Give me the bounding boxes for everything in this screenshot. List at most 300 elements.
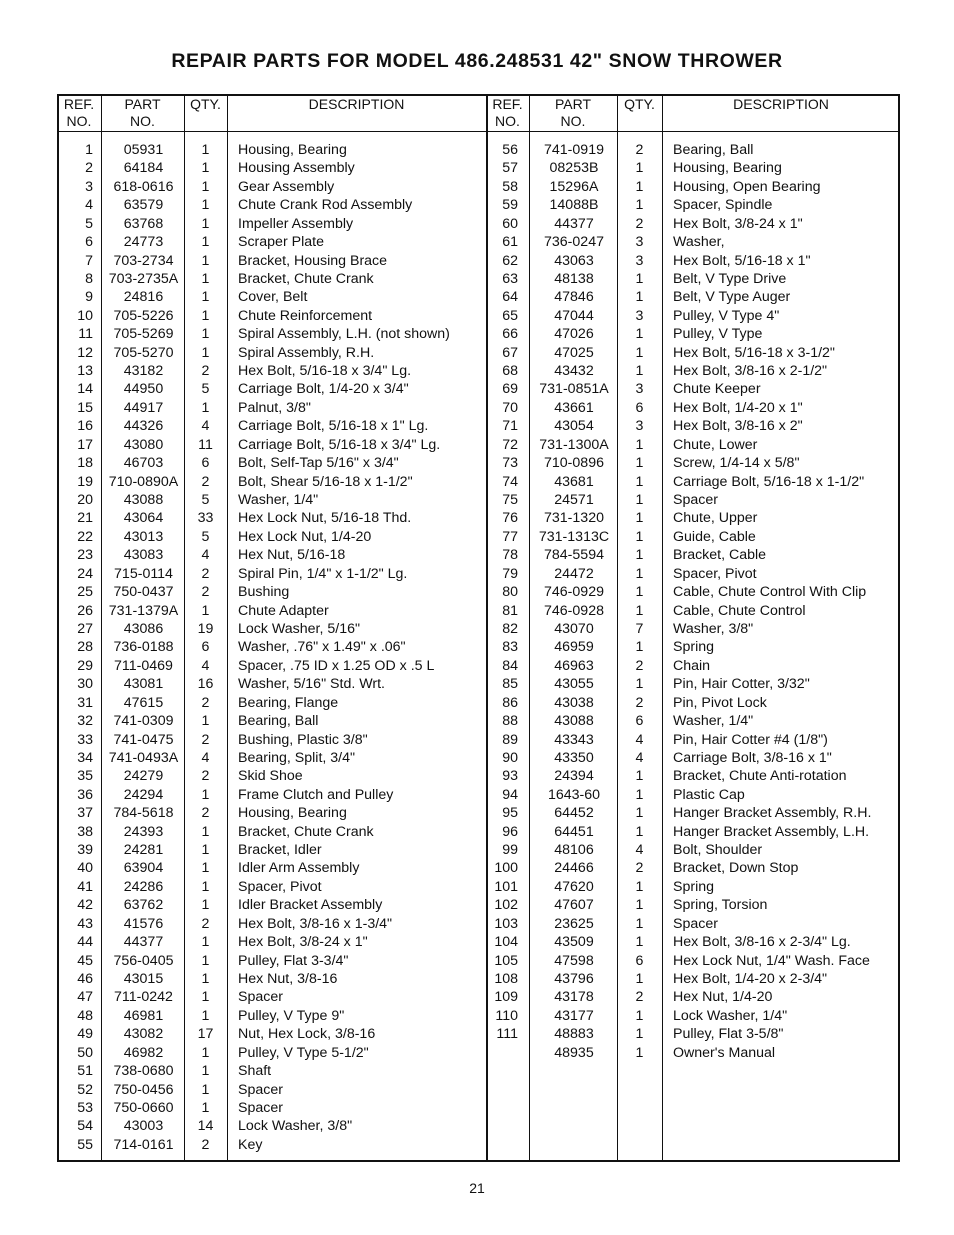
qty-cell: 2 <box>635 142 644 158</box>
ref-cell: 18 <box>77 455 93 472</box>
description-cell: Lock Washer, 3/8" <box>238 1118 353 1135</box>
part-number-cell: 43013 <box>123 528 164 545</box>
ref-cell: 3 <box>85 178 93 195</box>
part-number-cell: 47044 <box>554 307 594 324</box>
ref-cell: 35 <box>77 768 93 785</box>
description-cell: Idler Arm Assembly <box>238 860 360 877</box>
part-number-cell: 24472 <box>554 565 594 582</box>
description-cell: Pin, Hair Cotter #4 (1/8") <box>673 731 828 748</box>
ref-cell: 75 <box>502 492 518 509</box>
description-cell: Hex Lock Nut, 1/4-20 <box>238 528 372 545</box>
ref-cell: 32 <box>77 713 93 730</box>
part-number-cell: 43082 <box>123 1026 164 1043</box>
ref-cell: 85 <box>502 676 518 693</box>
part-number-cell: 43080 <box>123 436 164 453</box>
description-cell: Spacer, Spindle <box>673 197 773 214</box>
description-cell: Bracket, Down Stop <box>673 860 799 877</box>
description-cell: Spacer <box>238 989 283 1006</box>
ref-cell: 29 <box>77 657 93 674</box>
qty-cell: 1 <box>635 915 644 932</box>
qty-cell: 1 <box>635 934 644 951</box>
qty-cell: 1 <box>201 270 210 287</box>
qty-cell: 11 <box>198 436 213 453</box>
header-ref <box>57 96 101 130</box>
description-cell: Pulley, Flat 3-3/4" <box>238 952 349 969</box>
ref-cell: 42 <box>77 897 93 914</box>
ref-cell: 59 <box>502 197 518 214</box>
qty-cell: 2 <box>201 565 210 582</box>
part-number-cell: 43015 <box>123 970 164 987</box>
description-cell: Washer, 1/4" <box>238 492 319 509</box>
part-number-cell: 41576 <box>123 915 164 932</box>
ref-cell: 95 <box>502 805 518 822</box>
ref-cell: 56 <box>502 142 518 158</box>
part-number-cell: 48883 <box>554 1026 594 1043</box>
ref-cell: 17 <box>77 436 93 453</box>
description-cell: Bearing, Ball <box>238 713 319 730</box>
ref-cell: 44 <box>77 934 93 951</box>
qty-cell: 1 <box>635 823 644 840</box>
ref-cell: 21 <box>77 510 93 527</box>
description-cell: Housing Assembly <box>238 160 355 177</box>
qty-cell: 2 <box>201 584 210 601</box>
description-cell: Key <box>238 1136 263 1153</box>
ref-cell: 48 <box>77 1007 93 1024</box>
ref-cell: 77 <box>502 528 518 545</box>
description-cell: Spring <box>673 878 715 895</box>
part-number-cell: 43083 <box>123 547 164 564</box>
qty-cell: 1 <box>201 215 210 232</box>
qty-cell: 4 <box>635 731 644 748</box>
qty-cell: 2 <box>201 915 210 932</box>
description-cell: Hex Nut, 1/4-20 <box>673 989 773 1006</box>
qty-cell: 5 <box>201 381 210 398</box>
ref-cell: 88 <box>502 713 518 730</box>
part-number-cell: 08253B <box>549 160 599 177</box>
left-qty-column <box>184 141 227 1154</box>
qty-cell: 2 <box>201 1136 210 1153</box>
ref-cell: 93 <box>502 768 518 785</box>
ref-cell: 36 <box>77 786 93 803</box>
qty-cell: 19 <box>197 620 214 637</box>
part-number-cell: 43509 <box>554 934 594 951</box>
ref-cell: 86 <box>502 694 518 711</box>
ref-cell: 49 <box>77 1026 93 1043</box>
qty-cell: 1 <box>635 436 644 453</box>
part-number-cell: 715-0114 <box>114 565 173 582</box>
qty-cell: 1 <box>201 289 210 306</box>
qty-cell: 1 <box>635 602 644 619</box>
part-number-cell: 43088 <box>123 492 164 509</box>
ref-cell: 2 <box>85 160 93 177</box>
part-number-cell: 1643-60 <box>547 786 601 803</box>
qty-cell: 1 <box>201 602 210 619</box>
qty-cell: 1 <box>201 842 210 859</box>
qty-cell: 1 <box>635 970 644 987</box>
qty-cell: 3 <box>635 307 644 324</box>
description-cell: Bracket, Chute Crank <box>238 270 374 287</box>
part-number-cell: 46963 <box>554 657 594 674</box>
ref-cell: 102 <box>494 897 518 914</box>
ref-cell: 111 <box>496 1026 518 1043</box>
description-cell: Pulley, V Type 4" <box>673 307 780 324</box>
ref-cell: 10 <box>77 307 93 324</box>
description-cell: Bolt, Self-Tap 5/16" x 3/4" <box>238 455 399 472</box>
qty-cell: 6 <box>635 713 644 730</box>
description-cell: Pulley, Flat 3-5/8" <box>673 1026 784 1043</box>
description-cell: Hex Lock Nut, 1/4" Wash. Face <box>673 952 870 969</box>
qty-cell: 1 <box>635 178 644 195</box>
qty-cell: 1 <box>635 786 644 803</box>
ref-cell: 47 <box>77 989 93 1006</box>
part-number-cell: 731-1300A <box>539 436 609 453</box>
part-number-cell: 44950 <box>123 381 164 398</box>
left-ref-column <box>57 141 93 1154</box>
part-number-cell: 44377 <box>554 215 594 232</box>
qty-cell: 1 <box>635 1044 644 1061</box>
description-cell: Housing, Bearing <box>238 805 347 822</box>
part-number-cell: 731-1313C <box>538 528 610 545</box>
description-cell: Housing, Open Bearing <box>673 178 821 195</box>
qty-cell: 1 <box>635 197 644 214</box>
description-cell: Washer, <box>673 234 725 251</box>
ref-cell: 100 <box>494 860 518 877</box>
part-number-cell: 43661 <box>554 399 594 416</box>
qty-cell: 1 <box>201 989 210 1006</box>
part-number-cell: 703-2735A <box>108 270 179 287</box>
part-number-cell: 705-5226 <box>113 307 174 324</box>
part-number-cell: 48106 <box>554 842 594 859</box>
part-number-cell: 46982 <box>123 1044 164 1061</box>
description-cell: Hanger Bracket Assembly, L.H. <box>673 823 870 840</box>
part-number-cell: 46981 <box>123 1007 164 1024</box>
ref-cell: 15 <box>77 399 93 416</box>
ref-cell: 16 <box>77 418 93 435</box>
part-number-cell: 44326 <box>123 418 164 435</box>
ref-cell: 13 <box>77 363 93 380</box>
description-cell: Carriage Bolt, 3/8-16 x 1" <box>673 749 832 766</box>
part-number-cell: 63904 <box>123 860 164 877</box>
qty-cell: 1 <box>201 142 210 158</box>
ref-cell: 43 <box>77 915 93 932</box>
qty-cell: 1 <box>201 934 210 951</box>
qty-cell: 1 <box>635 676 644 693</box>
part-number-cell: 741-0475 <box>113 731 174 748</box>
ref-cell: 101 <box>494 878 518 895</box>
qty-cell: 4 <box>201 749 210 766</box>
description-cell: Washer, 5/16" Std. Wrt. <box>238 676 385 693</box>
ref-cell: 108 <box>494 970 518 987</box>
description-cell: Cover, Belt <box>238 289 308 306</box>
description-cell: Bolt, Shear 5/16-18 x 1-1/2" <box>238 473 413 490</box>
ref-cell: 104 <box>494 934 518 951</box>
qty-cell: 4 <box>201 657 210 674</box>
description-cell: Hex Nut, 5/16-18 <box>238 547 346 564</box>
left-part-column <box>103 141 184 1154</box>
description-cell: Chute, Upper <box>673 510 758 527</box>
part-number-cell: 43350 <box>554 749 594 766</box>
qty-cell: 2 <box>635 860 644 877</box>
part-number-cell: 64184 <box>123 160 164 177</box>
header-qty: QTY. <box>624 96 655 112</box>
description-cell: Lock Washer, 5/16" <box>238 620 361 637</box>
description-cell: Hex Bolt, 3/8-24 x 1" <box>238 934 368 951</box>
description-cell: Spacer <box>238 1099 283 1116</box>
ref-cell: 69 <box>502 381 518 398</box>
description-cell: Housing, Bearing <box>238 142 347 158</box>
ref-cell: 40 <box>77 860 93 877</box>
ref-cell: 11 <box>78 326 93 343</box>
part-number-cell: 731-1379A <box>108 602 179 619</box>
qty-cell: 1 <box>201 197 210 214</box>
part-number-cell: 47598 <box>554 952 594 969</box>
qty-cell: 1 <box>635 492 644 509</box>
description-cell: Chute Crank Rod Assembly <box>238 197 413 214</box>
ref-cell: 62 <box>502 252 518 269</box>
description-cell: Hex Bolt, 3/8-16 x 2" <box>673 418 803 435</box>
qty-cell: 1 <box>201 160 210 177</box>
description-cell: Hex Bolt, 5/16-18 x 3-1/2" <box>673 344 835 361</box>
ref-cell: 28 <box>77 639 93 656</box>
part-number-cell: 750-0456 <box>113 1081 174 1098</box>
part-number-cell: 731-1320 <box>544 510 604 527</box>
ref-cell: 99 <box>502 842 518 859</box>
qty-cell: 2 <box>635 215 644 232</box>
description-cell: Pulley, V Type <box>673 326 763 343</box>
ref-cell: 71 <box>502 418 518 435</box>
description-cell: Bearing, Split, 3/4" <box>238 749 356 766</box>
qty-cell: 1 <box>635 805 644 822</box>
part-number-cell: 05931 <box>123 142 164 158</box>
ref-cell: 31 <box>77 694 93 711</box>
qty-cell: 14 <box>197 1118 214 1135</box>
description-cell: Idler Bracket Assembly <box>238 897 383 914</box>
part-number-cell: 23625 <box>554 915 594 932</box>
right-ref-column <box>486 141 518 1062</box>
description-cell: Shaft <box>238 1063 272 1080</box>
part-number-cell: 24286 <box>123 878 164 895</box>
part-number-cell: 47615 <box>123 694 164 711</box>
description-cell: Spacer, .75 ID x 1.25 OD x .5 L <box>238 657 435 674</box>
description-cell: Belt, V Type Auger <box>673 289 791 306</box>
part-number-cell: 47607 <box>554 897 594 914</box>
description-cell: Palnut, 3/8" <box>238 399 311 416</box>
qty-cell: 1 <box>635 510 644 527</box>
description-cell: Pulley, V Type 9" <box>238 1007 345 1024</box>
part-number-cell: 63768 <box>123 215 164 232</box>
qty-cell: 1 <box>201 878 210 895</box>
description-cell: Bracket, Idler <box>238 842 322 859</box>
part-number-cell: 63762 <box>123 897 164 914</box>
qty-cell: 1 <box>635 528 644 545</box>
description-cell: Chute, Lower <box>673 436 758 453</box>
description-cell: Skid Shoe <box>238 768 303 785</box>
ref-cell: 37 <box>77 805 93 822</box>
ref-cell: 4 <box>85 197 93 214</box>
part-number-cell: 43086 <box>123 620 164 637</box>
qty-cell: 2 <box>201 768 210 785</box>
qty-cell: 17 <box>197 1026 214 1043</box>
ref-cell: 96 <box>502 823 518 840</box>
ref-cell: 7 <box>85 252 93 269</box>
qty-cell: 3 <box>635 418 644 435</box>
part-number-cell: 63579 <box>123 197 164 214</box>
qty-cell: 2 <box>201 805 210 822</box>
description-cell: Chute Reinforcement <box>238 307 373 324</box>
ref-cell: 72 <box>502 436 518 453</box>
qty-cell: 2 <box>635 989 644 1006</box>
description-cell: Nut, Hex Lock, 3/8-16 <box>238 1026 376 1043</box>
qty-cell: 4 <box>201 547 210 564</box>
description-cell: Bearing, Ball <box>673 142 754 158</box>
ref-cell: 55 <box>77 1136 93 1153</box>
ref-cell: 26 <box>77 602 93 619</box>
ref-cell: 33 <box>77 731 93 748</box>
qty-cell: 1 <box>635 363 644 380</box>
divider <box>529 94 530 1162</box>
ref-cell: 83 <box>502 639 518 656</box>
divider <box>227 94 228 1162</box>
ref-cell: 1 <box>85 142 93 158</box>
description-cell: Bracket, Housing Brace <box>238 252 388 269</box>
divider <box>662 94 663 1162</box>
ref-cell: 14 <box>77 381 93 398</box>
description-cell: Bracket, Chute Crank <box>238 823 374 840</box>
ref-cell: 68 <box>502 363 518 380</box>
description-cell: Carriage Bolt, 5/16-18 x 3/4" Lg. <box>238 436 441 453</box>
part-number-cell: 43432 <box>554 363 594 380</box>
part-number-cell: 46959 <box>554 639 594 656</box>
ref-cell: 80 <box>502 584 518 601</box>
qty-cell: 5 <box>201 492 210 509</box>
ref-cell: 54 <box>77 1118 93 1135</box>
part-number-cell: 24279 <box>123 768 164 785</box>
qty-cell: 1 <box>635 639 644 656</box>
description-cell: Chain <box>673 657 711 674</box>
ref-cell: 61 <box>502 234 518 251</box>
right-qty-column <box>617 141 662 1062</box>
description-cell: Hex Bolt, 3/8-16 x 2-3/4" Lg. <box>673 934 851 951</box>
description-cell: Cable, Chute Control <box>673 602 806 619</box>
qty-cell: 1 <box>201 1007 210 1024</box>
description-cell: Spring, Torsion <box>673 897 768 914</box>
description-cell: Guide, Cable <box>673 528 756 545</box>
description-cell: Gear Assembly <box>238 178 335 195</box>
header-ref <box>486 96 529 130</box>
qty-cell: 2 <box>201 694 210 711</box>
description-cell: Bolt, Shoulder <box>673 842 763 859</box>
qty-cell: 6 <box>201 639 210 656</box>
part-number-cell: 15296A <box>549 178 599 195</box>
qty-cell: 1 <box>201 344 210 361</box>
part-number-cell: 736-0188 <box>113 639 174 656</box>
part-number-cell: 731-0851A <box>539 381 609 398</box>
header-description: DESCRIPTION <box>733 96 829 112</box>
description-cell: Owner's Manual <box>673 1044 776 1061</box>
qty-cell: 1 <box>201 1063 210 1080</box>
ref-cell: 70 <box>502 399 518 416</box>
description-cell: Belt, V Type Drive <box>673 270 787 287</box>
part-number-cell: 47846 <box>554 289 594 306</box>
qty-cell: 1 <box>201 1099 210 1116</box>
ref-cell: 58 <box>502 178 518 195</box>
description-cell: Washer, 3/8" <box>673 620 754 637</box>
ref-cell: 5 <box>85 215 93 232</box>
qty-cell: 1 <box>635 1026 644 1043</box>
description-cell: Hex Nut, 3/8-16 <box>238 970 338 987</box>
ref-cell: 74 <box>502 473 518 490</box>
description-cell: Impeller Assembly <box>238 215 354 232</box>
description-cell: Hex Bolt, 3/8-16 x 1-3/4" <box>238 915 393 932</box>
left-description-column <box>238 141 484 1154</box>
part-number-cell: 43038 <box>554 694 594 711</box>
part-number-cell: 64452 <box>554 805 594 822</box>
qty-cell: 1 <box>201 178 210 195</box>
ref-cell: 46 <box>77 970 93 987</box>
description-cell: Hanger Bracket Assembly, R.H. <box>673 805 872 822</box>
qty-cell: 1 <box>635 473 644 490</box>
description-cell: Frame Clutch and Pulley <box>238 786 394 803</box>
ref-cell: 63 <box>502 270 518 287</box>
ref-cell: 22 <box>77 528 93 545</box>
description-cell: Hex Bolt, 5/16-18 x 1" <box>673 252 811 269</box>
qty-cell: 1 <box>201 326 210 343</box>
description-cell: Spacer <box>673 915 718 932</box>
qty-cell: 33 <box>197 510 214 527</box>
ref-cell: 66 <box>502 326 518 343</box>
description-cell: Housing, Bearing <box>673 160 782 177</box>
description-cell: Spacer, Pivot <box>238 878 322 895</box>
description-cell: Lock Washer, 1/4" <box>673 1007 788 1024</box>
description-cell: Bushing <box>238 584 290 601</box>
qty-cell: 1 <box>635 270 644 287</box>
qty-cell: 1 <box>635 289 644 306</box>
part-number-cell: 741-0493A <box>108 749 179 766</box>
ref-cell: 103 <box>494 915 518 932</box>
qty-cell: 6 <box>635 952 644 969</box>
ref-cell: 67 <box>502 344 518 361</box>
part-number-cell: 44917 <box>123 399 164 416</box>
part-number-cell: 24294 <box>123 786 164 803</box>
qty-cell: 1 <box>201 897 210 914</box>
page-title: REPAIR PARTS FOR MODEL 486.248531 42" SNOW THROWER <box>171 50 783 72</box>
ref-cell: 65 <box>502 307 518 324</box>
ref-cell: 39 <box>77 842 93 859</box>
qty-cell: 1 <box>635 897 644 914</box>
qty-cell: 3 <box>635 381 644 398</box>
description-cell: Spacer, Pivot <box>673 565 757 582</box>
qty-cell: 6 <box>201 455 210 472</box>
ref-cell: 81 <box>502 602 518 619</box>
part-number-cell: 43178 <box>554 989 594 1006</box>
ref-cell: 30 <box>77 676 93 693</box>
qty-cell: 7 <box>635 620 644 637</box>
ref-cell: 110 <box>495 1007 518 1024</box>
qty-cell: 1 <box>201 786 210 803</box>
part-number-cell: 784-5594 <box>544 547 604 564</box>
ref-cell: 60 <box>502 215 518 232</box>
part-number-cell: 47025 <box>554 344 594 361</box>
qty-cell: 1 <box>201 399 210 416</box>
ref-cell: 9 <box>85 289 93 306</box>
ref-cell: 109 <box>494 989 518 1006</box>
description-cell: Pin, Pivot Lock <box>673 694 767 711</box>
part-number-cell: 43088 <box>554 713 594 730</box>
part-number-cell: 24466 <box>554 860 594 877</box>
part-number-cell: 710-0890A <box>108 473 179 490</box>
part-number-cell: 43070 <box>554 620 594 637</box>
header-part-line1: PART <box>124 96 161 112</box>
